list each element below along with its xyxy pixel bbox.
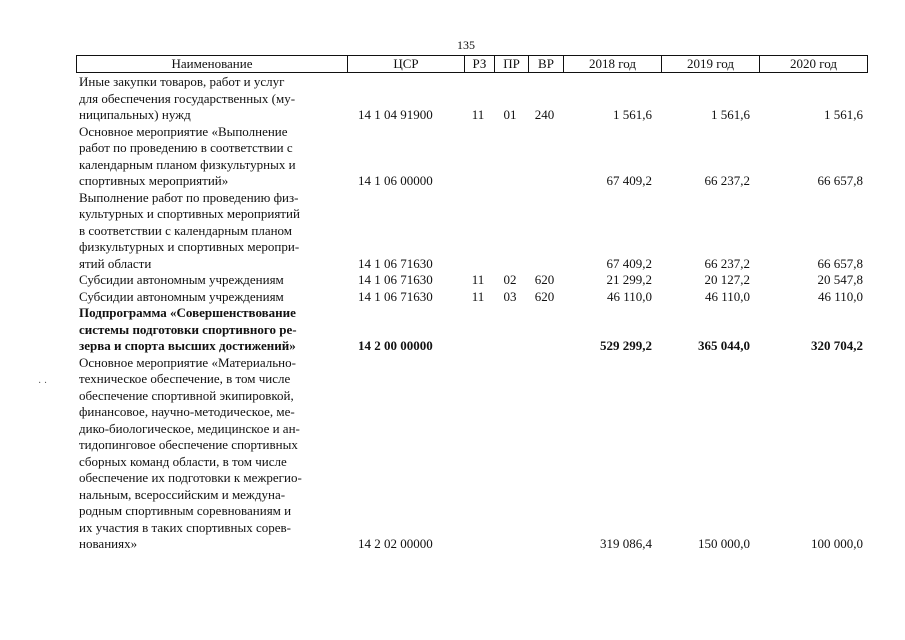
table-body: [76, 74, 868, 553]
row-name: Основное мероприятие «Выполнение работ по проведению в соответствии с календарным планом физкультурных и спортивных мероприятий»: [79, 123, 296, 188]
header-2018: 2018 год: [563, 56, 661, 72]
table-row: [76, 272, 868, 289]
table-row: [76, 289, 868, 306]
row-vr: 240: [534, 107, 555, 122]
header-vr: ВР: [528, 56, 563, 72]
row-2018: 21 299,2: [606, 272, 652, 287]
row-pr: 01: [503, 107, 517, 122]
row-name: Субсидии автономным учреждениям: [79, 288, 284, 304]
row-rz: 11: [471, 288, 485, 304]
row-csr: 14 2 02 00000: [358, 536, 433, 551]
row-pr: 02: [503, 272, 517, 287]
row-2018: 46 110,0: [606, 288, 652, 304]
row-2018: 529 299,2: [600, 338, 652, 353]
header-2020: 2020 год: [759, 56, 867, 72]
row-vr: 620: [534, 272, 555, 287]
row-2019: 365 044,0: [698, 338, 750, 353]
row-name: Выполнение работ по проведению физ- культурных и спортивных мероприятий в соответствии с календарным планом физкультурных и спортивных меропри- ятий области: [79, 189, 300, 271]
row-2020: 1 561,6: [824, 107, 863, 122]
row-name: Иные закупки товаров, работ и услуг для обеспечения государственных (му- ниципальных) нужд: [79, 74, 296, 122]
row-2020: 320 704,2: [811, 338, 863, 353]
row-name: Субсидии автономным учреждениям: [79, 272, 284, 287]
row-name: Подпрограмма «Совершенствование системы подготовки спортивного ре- зерва и спорта высших достижений»: [79, 305, 297, 353]
row-2020: 100 000,0: [811, 536, 863, 551]
scan-speck: · ·: [38, 378, 48, 389]
row-csr: 14 1 04 91900: [358, 107, 433, 122]
row-2019: 150 000,0: [698, 536, 750, 551]
row-csr: 14 2 00 00000: [358, 338, 433, 353]
header-csr: ЦСР: [347, 56, 464, 72]
row-2018: 67 409,2: [606, 255, 652, 271]
row-csr: 14 1 06 00000: [358, 173, 433, 188]
row-2018: 1 561,6: [613, 107, 652, 122]
row-2018: 319 086,4: [600, 536, 652, 551]
row-vr: 620: [534, 288, 555, 304]
row-2020: 20 547,8: [817, 272, 863, 287]
page-number: 135: [457, 38, 475, 52]
table-header: [76, 55, 868, 73]
header-name: Наименование: [171, 56, 253, 71]
row-rz: 11: [471, 272, 485, 287]
table-row: [76, 190, 868, 273]
row-2020: 66 657,8: [817, 173, 863, 188]
row-csr: 14 1 06 71630: [358, 288, 433, 304]
row-2019: 46 110,0: [704, 288, 750, 304]
row-2019: 20 127,2: [704, 272, 750, 287]
row-pr: 03: [503, 288, 517, 304]
row-2020: 66 657,8: [817, 255, 863, 271]
row-2019: 1 561,6: [711, 107, 750, 122]
table-row: [76, 355, 868, 553]
header-2019: 2019 год: [661, 56, 759, 72]
row-name: Основное мероприятие «Материально- техническое обеспечение, в том числе обеспечение спортивной экипировкой, финансовое, научно-методическое, ме- дико-биологическое, медицинское и ан- тидопинговое обеспечение спортивных сборных команд области, в том числе обеспечение их подготовки к межрегио- нальным, всероссийским и междуна- родным спортивным соревнованиям и их участия в таких спортивных сорев- нованиях»: [79, 354, 302, 551]
row-csr: 14 1 06 71630: [358, 255, 433, 271]
header-pr: ПР: [494, 56, 528, 72]
row-csr: 14 1 06 71630: [358, 272, 433, 287]
row-2020: 46 110,0: [817, 288, 863, 304]
table-row: [76, 305, 868, 355]
row-rz: 11: [471, 107, 485, 122]
row-2019: 66 237,2: [704, 173, 750, 188]
row-2018: 67 409,2: [606, 173, 652, 188]
header-rz: РЗ: [464, 56, 494, 72]
row-2019: 66 237,2: [704, 255, 750, 271]
table-row: [76, 124, 868, 190]
table-row: [76, 74, 868, 124]
